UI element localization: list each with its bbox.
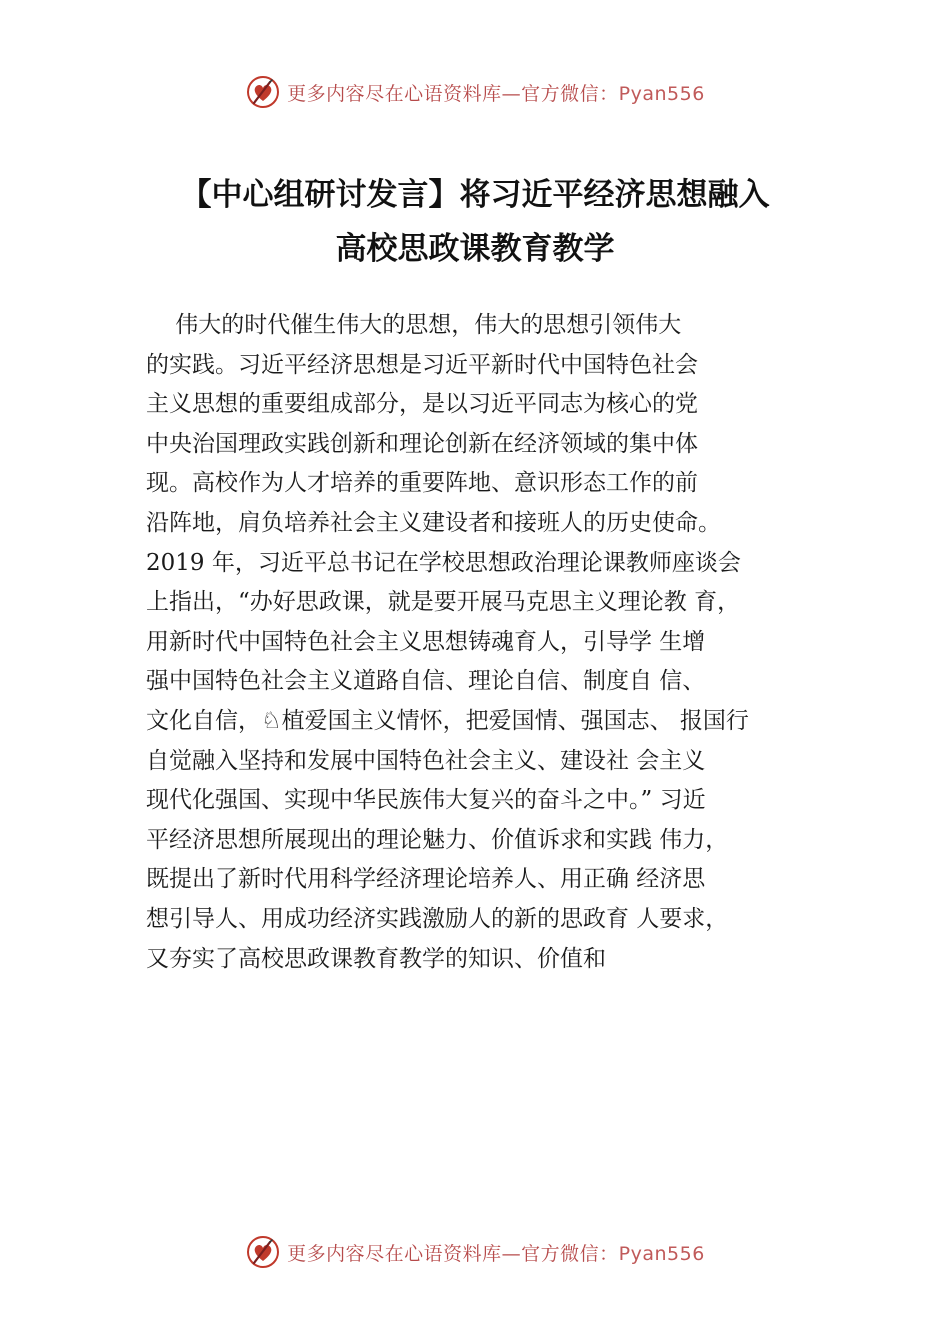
footer-banner-label: 更多内容尽在心语资料库—官方微信：: [287, 1242, 619, 1265]
body-line: 的实践。习近平经济思想是习近平新时代中国特色社会: [146, 351, 698, 378]
body-line: 现代化强国、实现中华民族伟大复兴的奋斗之中。” 习近: [146, 787, 706, 814]
body-line: 现。高校作为人才培养的重要阵地、意识形态工作的前: [146, 470, 698, 497]
body-line: 用新时代中国特色社会主义思想铸魂育人，引导学 生增: [146, 628, 706, 655]
heart-pen-logo-icon: [245, 74, 281, 110]
header-banner: [0, 72, 950, 112]
header-banner-label: 更多内容尽在心语资料库—官方微信：: [287, 82, 619, 105]
body-line: 2019 年，习近平总书记在学校思想政治理论课教师座谈会: [146, 549, 741, 576]
body-line: 平经济思想所展现出的理论魅力、价值诉求和实践 伟力，: [146, 826, 729, 853]
footer-banner-inner: [245, 1234, 705, 1270]
title-line-1: 【中心组研讨发言】将习近平经济思想融入: [180, 177, 770, 213]
body-line: 又夯实了高校思政课教育教学的知识、价值和: [146, 945, 606, 972]
footer-wechat-id: Pyan556: [618, 1242, 705, 1265]
header-banner-text: [287, 79, 705, 106]
footer-banner: [0, 1232, 950, 1272]
body-line: 想引导人、用成功经济实践激励人的新的思政育 人要求，: [146, 905, 729, 932]
body-line: 文化自信，♘植爱国主义情怀，把爱国情、强国志、 报国行: [146, 707, 749, 734]
body-line: 上指出，“办好思政课，就是要开展马克思主义理论教 育，: [146, 589, 741, 616]
body-line: 自觉融入坚持和发展中国特色社会主义、建设社 会主义: [146, 747, 706, 774]
body-line: 中央治国理政实践创新和理论创新在经济领域的集中体: [146, 430, 698, 457]
body-line: 伟大的时代催生伟大的思想，伟大的思想引领伟大: [146, 312, 682, 338]
body-line: 沿阵地，肩负培养社会主义建设者和接班人的历史使命。: [146, 509, 721, 536]
header-banner-inner: [245, 74, 705, 110]
body-line: 主义思想的重要组成部分，是以习近平同志为核心的党: [146, 391, 698, 418]
header-wechat-id: Pyan556: [618, 82, 705, 105]
document-body: [146, 306, 836, 979]
footer-banner-text: [287, 1239, 705, 1266]
body-line: 既提出了新时代用科学经济理论培养人、用正确 经济思: [146, 866, 706, 893]
document-title: [100, 168, 850, 276]
heart-pen-logo-icon: [245, 1234, 281, 1270]
title-line-2: 高校思政课教育教学: [335, 231, 615, 267]
body-line: 强中国特色社会主义道路自信、理论自信、制度自 信、: [146, 668, 706, 695]
